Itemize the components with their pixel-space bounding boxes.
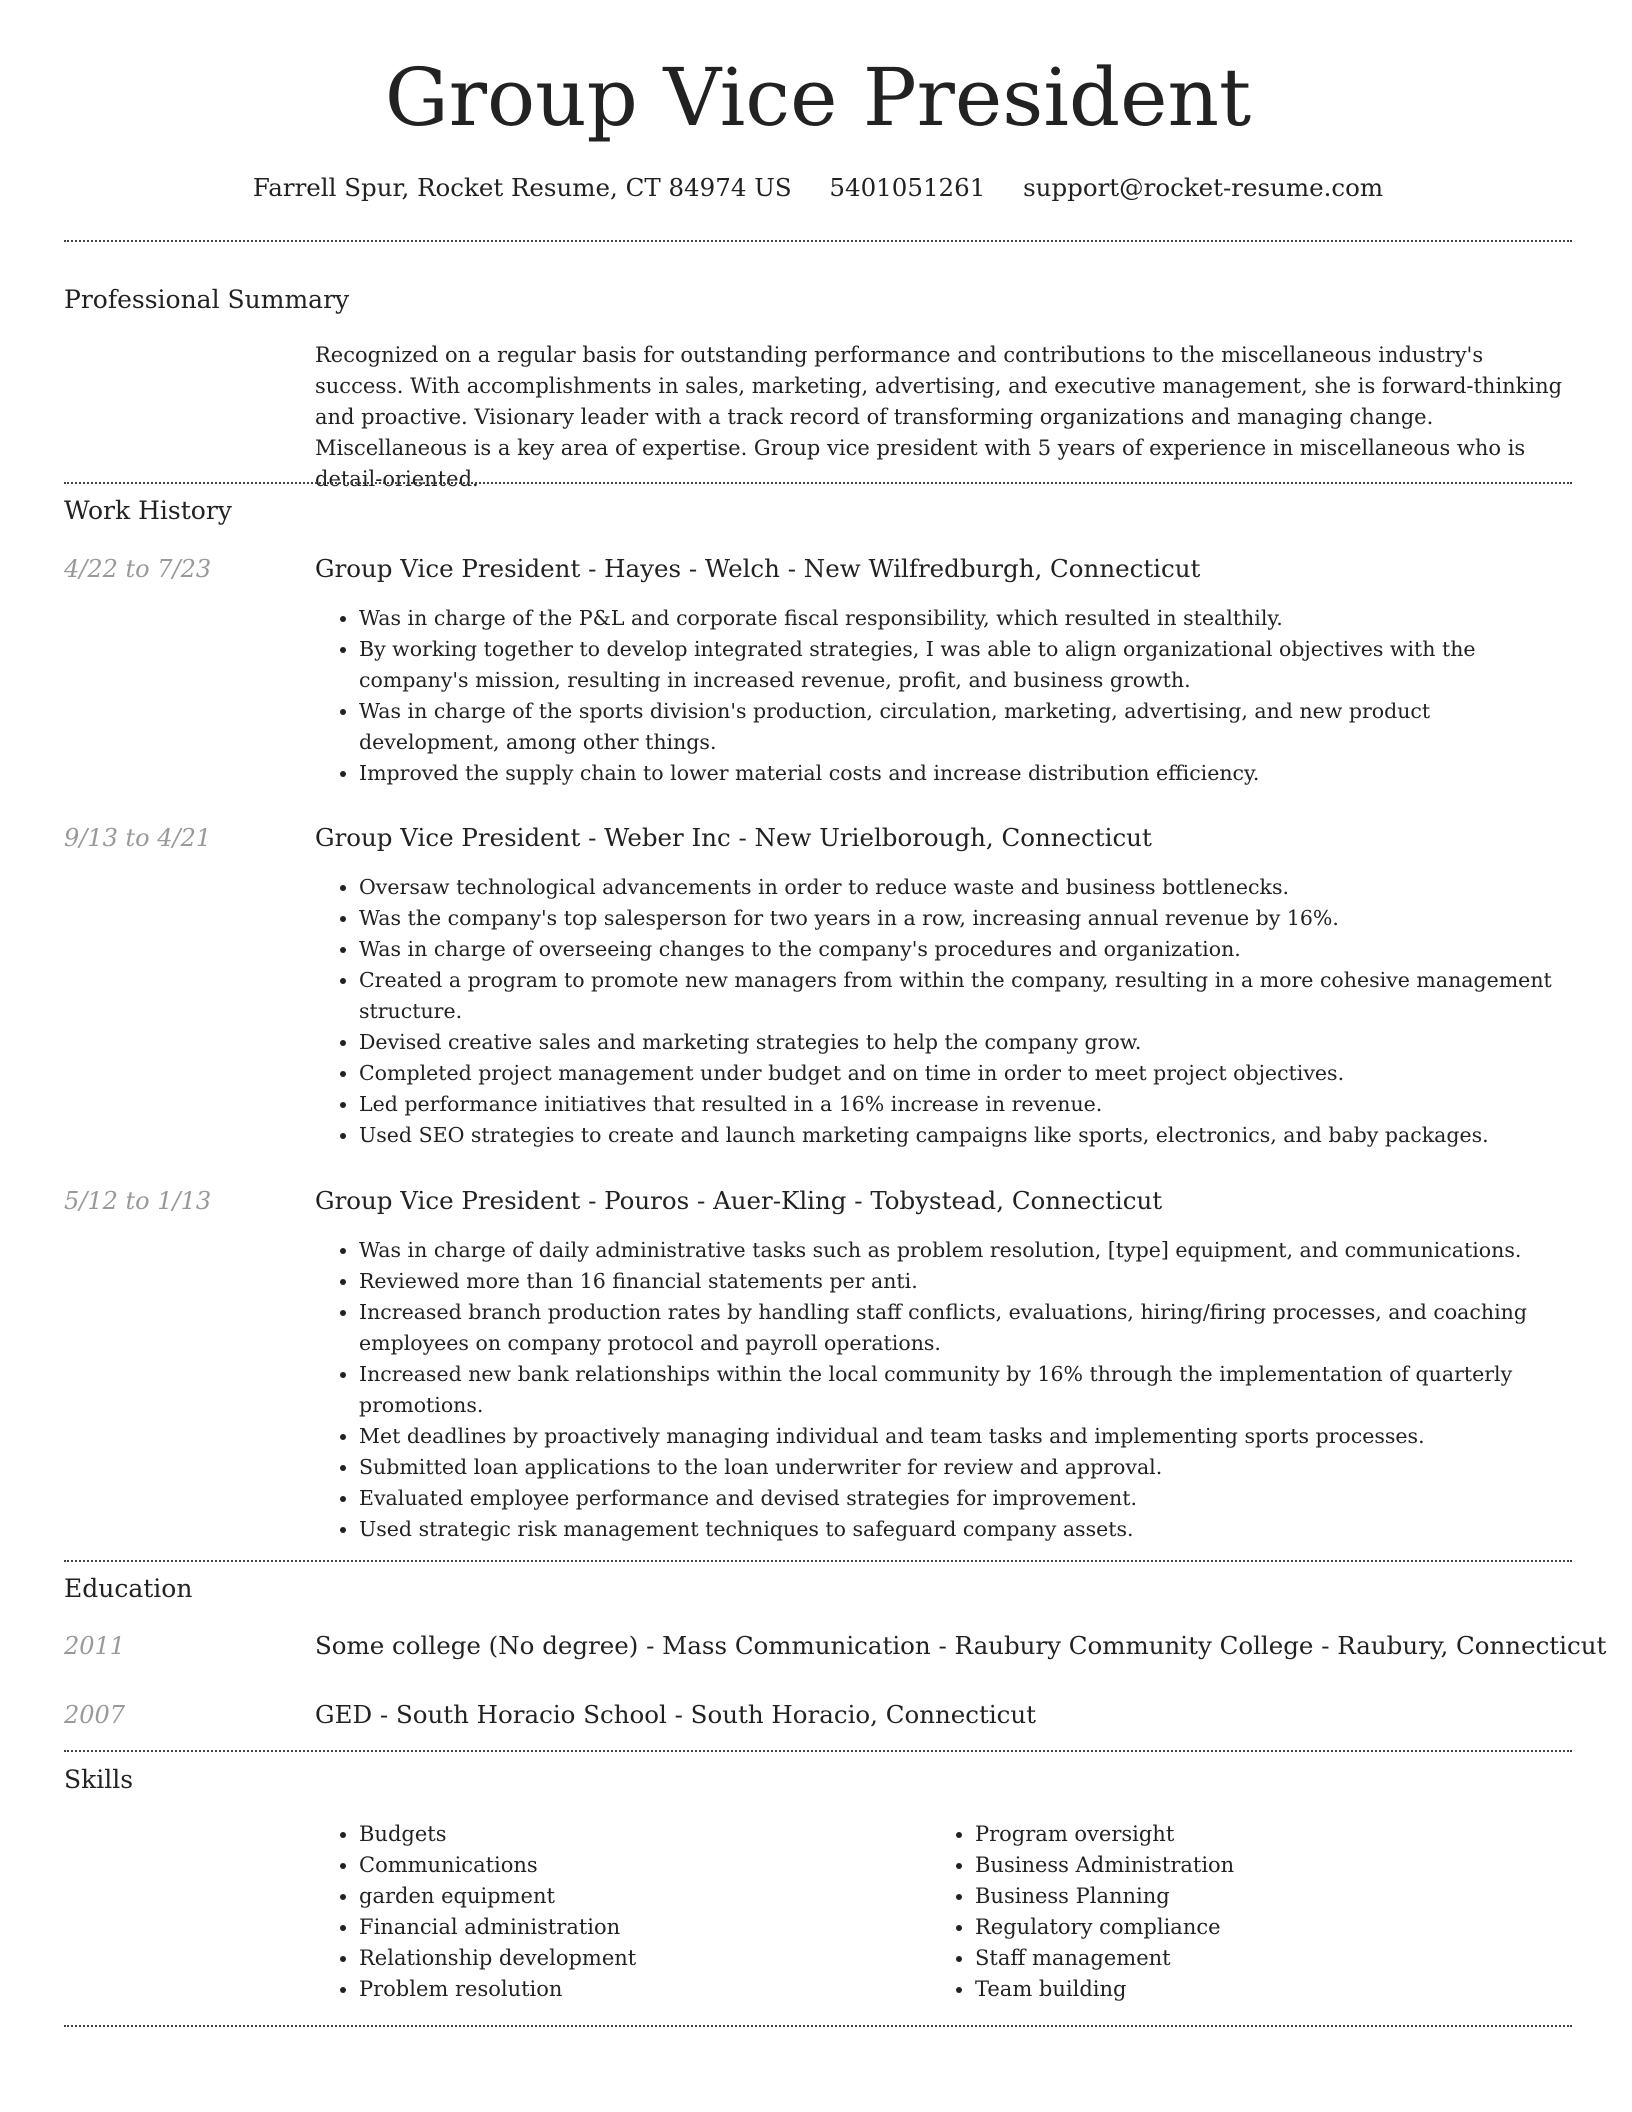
- job-bullet: • Was in charge of daily administrative tasks such as problem resolution, [type] equipment, and communications.: [359, 1235, 1572, 1266]
- summary-text: Recognized on a regular basis for outstanding performance and contributions to the miscellaneous industry's success. With accomplishments in sales, marketing, advertising, and executive management, she is forward-thinking and proactive. Visionary leader with a track record of transforming organizations and managing change. Miscellaneous is a key area of expertise. Group vice president with 5 years of experience in miscellaneous who is detail-oriented.: [315, 343, 1563, 491]
- section-divider: [64, 240, 1572, 242]
- job-bullet: • Completed project management under budget and on time in order to meet project objectives.: [359, 1058, 1572, 1089]
- job-bullet: • Led performance initiatives that resulted in a 16% increase in revenue.: [359, 1089, 1572, 1120]
- job-heading: Group Vice President - Hayes - Welch - New Wilfredburgh, Connecticut: [315, 554, 1201, 583]
- section-title-education: Education: [64, 1574, 193, 1603]
- contact-phone: 5401051261: [829, 173, 986, 202]
- skill-item: • Business Administration: [975, 1850, 1531, 1881]
- skill-item: • Business Planning: [975, 1881, 1531, 1912]
- contact-email: support@rocket-resume.com: [1023, 173, 1384, 202]
- skill-item: • Financial administration: [359, 1912, 915, 1943]
- skill-item: • Relationship development: [359, 1943, 915, 1974]
- education-year: 2011: [64, 1632, 126, 1660]
- job-heading: Group Vice President - Pouros - Auer-Kling - Tobystead, Connecticut: [315, 1186, 1163, 1215]
- job-bullet: • Submitted loan applications to the loan underwriter for review and approval.: [359, 1452, 1572, 1483]
- job-dates: 9/13 to 4/21: [64, 824, 212, 852]
- job-bullet: • Used strategic risk management techniques to safeguard company assets.: [359, 1514, 1572, 1545]
- job-bullet: • Was in charge of the P&L and corporate fiscal responsibility, which resulted in stealthily.: [359, 603, 1572, 634]
- job-bullets: [315, 603, 1572, 789]
- job-bullet: • By working together to develop integrated strategies, I was able to align organizational objectives with the company's mission, resulting in increased revenue, profit, and business growth.: [359, 634, 1572, 696]
- section-title-work: Work History: [64, 496, 232, 525]
- job-bullet: • Was in charge of overseeing changes to the company's procedures and organization.: [359, 934, 1572, 965]
- job-dates: 5/12 to 1/13: [64, 1187, 212, 1215]
- skill-item: • Regulatory compliance: [975, 1912, 1531, 1943]
- skills-list-left: [315, 1819, 915, 2005]
- education-year: 2007: [64, 1701, 126, 1729]
- resume-name-title: Group Vice President: [384, 51, 1252, 144]
- contact-address: Farrell Spur, Rocket Resume, CT 84974 US: [252, 173, 792, 202]
- skill-item: • Program oversight: [975, 1819, 1531, 1850]
- job-bullet: • Was the company's top salesperson for two years in a row, increasing annual revenue by 16%.: [359, 903, 1572, 934]
- skill-item: • Problem resolution: [359, 1974, 915, 2005]
- section-divider: [64, 1560, 1572, 1562]
- skill-item: • Staff management: [975, 1943, 1531, 1974]
- job-bullet: • Devised creative sales and marketing strategies to help the company grow.: [359, 1027, 1572, 1058]
- job-bullets: [315, 872, 1572, 1151]
- job-bullet: • Improved the supply chain to lower material costs and increase distribution efficiency.: [359, 758, 1572, 789]
- job-bullet: • Reviewed more than 16 financial statements per anti.: [359, 1266, 1572, 1297]
- education-heading: GED - South Horacio School - South Horacio, Connecticut: [315, 1700, 1037, 1729]
- section-divider: [64, 2025, 1572, 2027]
- skill-item: • Communications: [359, 1850, 915, 1881]
- skill-item: • garden equipment: [359, 1881, 915, 1912]
- job-bullets: [315, 1235, 1572, 1545]
- job-bullet: • Oversaw technological advancements in order to reduce waste and business bottlenecks.: [359, 872, 1572, 903]
- education-heading: Some college (No degree) - Mass Communication - Raubury Community College - Raubury, Connecticut: [315, 1631, 1607, 1660]
- job-bullet: • Created a program to promote new managers from within the company, resulting in a more cohesive management structure.: [359, 965, 1572, 1027]
- section-title-skills: Skills: [64, 1765, 134, 1794]
- job-bullet: • Evaluated employee performance and devised strategies for improvement.: [359, 1483, 1572, 1514]
- skill-item: • Team building: [975, 1974, 1531, 2005]
- job-dates: 4/22 to 7/23: [64, 555, 212, 583]
- section-divider: [64, 482, 1572, 484]
- skill-item: • Budgets: [359, 1819, 915, 1850]
- skills-list-right: [931, 1819, 1531, 2005]
- job-bullet: • Increased new bank relationships within the local community by 16% through the implementation of quarterly promotions.: [359, 1359, 1572, 1421]
- job-heading: Group Vice President - Weber Inc - New Urielborough, Connecticut: [315, 823, 1152, 852]
- job-bullet: • Used SEO strategies to create and launch marketing campaigns like sports, electronics, and baby packages.: [359, 1120, 1572, 1151]
- section-divider: [64, 1750, 1572, 1752]
- section-title-summary: Professional Summary: [64, 285, 350, 314]
- job-bullet: • Was in charge of the sports division's production, circulation, marketing, advertising, and new product development, among other things.: [359, 696, 1572, 758]
- job-bullet: • Increased branch production rates by handling staff conflicts, evaluations, hiring/firing processes, and coaching employees on company protocol and payroll operations.: [359, 1297, 1572, 1359]
- contact-line: [64, 170, 1572, 206]
- job-bullet: • Met deadlines by proactively managing individual and team tasks and implementing sports processes.: [359, 1421, 1572, 1452]
